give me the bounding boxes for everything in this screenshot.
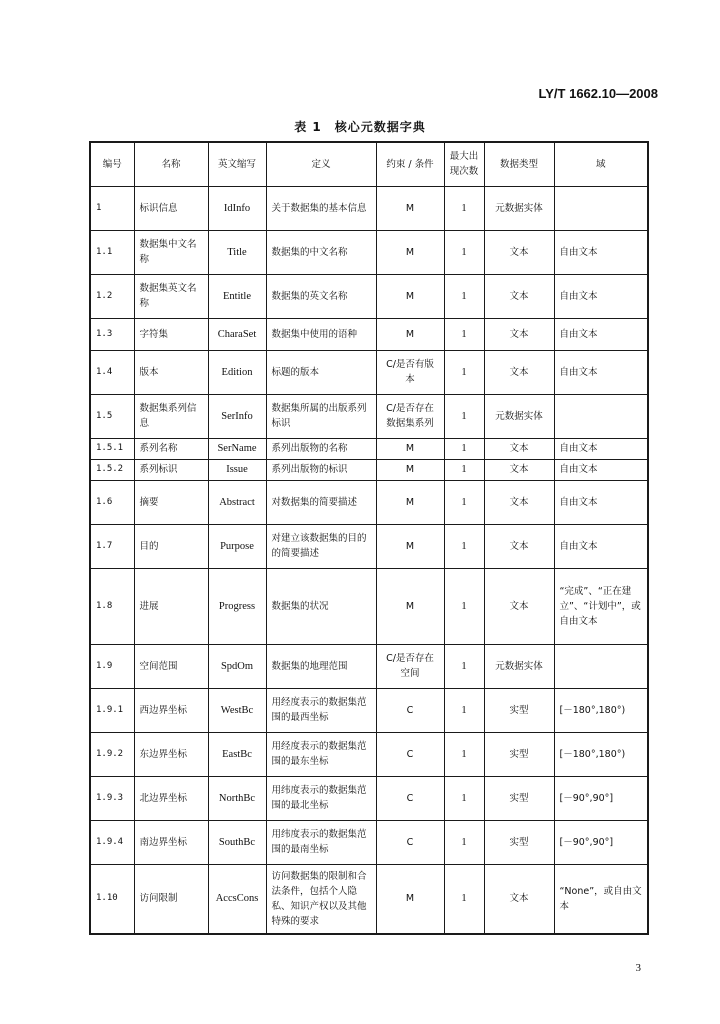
cell-abbr: Abstract [208,480,266,524]
cell-domain: [－180°,180°) [554,688,648,732]
cell-id: 1.1 [90,230,134,274]
cell-max: 1 [444,350,484,394]
cell-type: 文本 [484,480,554,524]
cell-type: 实型 [484,732,554,776]
cell-id: 1.5.1 [90,438,134,459]
cell-abbr: IdInfo [208,186,266,230]
column-header: 英文缩写 [208,142,266,186]
table-row [90,688,648,732]
cell-name: 南边界坐标 [134,820,208,864]
cell-abbr: EastBc [208,732,266,776]
cell-name: 北边界坐标 [134,776,208,820]
cell-constraint: M [376,480,444,524]
cell-definition: 标题的版本 [266,350,376,394]
cell-constraint: M [376,438,444,459]
table-row [90,732,648,776]
column-header: 最大出现次数 [444,142,484,186]
cell-domain [554,186,648,230]
cell-abbr: Purpose [208,524,266,568]
cell-constraint: C [376,820,444,864]
cell-constraint: M [376,230,444,274]
cell-max: 1 [444,776,484,820]
cell-max: 1 [444,318,484,350]
cell-name: 数据集中文名称 [134,230,208,274]
cell-name: 数据集英文名称 [134,274,208,318]
cell-constraint: M [376,318,444,350]
table-row [90,820,648,864]
table-row [90,438,648,459]
cell-id: 1.7 [90,524,134,568]
cell-id: 1.9.3 [90,776,134,820]
cell-abbr: SerInfo [208,394,266,438]
cell-id: 1.9.1 [90,688,134,732]
cell-constraint: C/是否有版本 [376,350,444,394]
column-header: 数据类型 [484,142,554,186]
cell-type: 文本 [484,350,554,394]
cell-max: 1 [444,524,484,568]
cell-max: 1 [444,459,484,480]
cell-definition: 数据集的地理范围 [266,644,376,688]
cell-domain: 自由文本 [554,230,648,274]
cell-domain: 自由文本 [554,459,648,480]
cell-definition: 访问数据集的限制和合法条件，包括个人隐私、知识产权以及其他特殊的要求 [266,864,376,934]
table-row [90,568,648,644]
cell-name: 字符集 [134,318,208,350]
cell-name: 数据集系列信息 [134,394,208,438]
cell-definition: 关于数据集的基本信息 [266,186,376,230]
cell-max: 1 [444,480,484,524]
cell-name: 东边界坐标 [134,732,208,776]
cell-constraint: C [376,732,444,776]
cell-definition: 用纬度表示的数据集范围的最南坐标 [266,820,376,864]
cell-definition: 数据集中使用的语种 [266,318,376,350]
cell-definition: 用经度表示的数据集范围的最西坐标 [266,688,376,732]
table-row [90,864,648,934]
cell-type: 文本 [484,318,554,350]
cell-definition: 数据集所属的出版系列标识 [266,394,376,438]
cell-type: 实型 [484,776,554,820]
cell-name: 空间范围 [134,644,208,688]
cell-type: 文本 [484,274,554,318]
table-row [90,776,648,820]
cell-abbr: SpdOm [208,644,266,688]
cell-max: 1 [444,820,484,864]
cell-type: 文本 [484,864,554,934]
cell-abbr: NorthBc [208,776,266,820]
cell-max: 1 [444,732,484,776]
column-header: 约束 / 条件 [376,142,444,186]
cell-constraint: M [376,524,444,568]
cell-max: 1 [444,438,484,459]
cell-constraint: M [376,274,444,318]
cell-abbr: CharaSet [208,318,266,350]
cell-domain: 自由文本 [554,480,648,524]
cell-max: 1 [444,186,484,230]
cell-constraint: M [376,864,444,934]
cell-definition: 用经度表示的数据集范围的最东坐标 [266,732,376,776]
cell-id: 1.9.4 [90,820,134,864]
cell-definition: 系列出版物的标识 [266,459,376,480]
cell-definition: 用纬度表示的数据集范围的最北坐标 [266,776,376,820]
cell-id: 1.5 [90,394,134,438]
cell-type: 文本 [484,568,554,644]
cell-id: 1 [90,186,134,230]
cell-type: 文本 [484,524,554,568]
cell-constraint: C [376,688,444,732]
cell-name: 标识信息 [134,186,208,230]
cell-id: 1.3 [90,318,134,350]
cell-type: 实型 [484,688,554,732]
column-header: 域 [554,142,648,186]
column-header: 编号 [90,142,134,186]
cell-name: 摘要 [134,480,208,524]
cell-domain: 自由文本 [554,438,648,459]
cell-domain [554,644,648,688]
cell-domain: 自由文本 [554,524,648,568]
cell-definition: 数据集的英文名称 [266,274,376,318]
cell-id: 1.9 [90,644,134,688]
table-row [90,480,648,524]
cell-abbr: Entitle [208,274,266,318]
cell-id: 1.5.2 [90,459,134,480]
cell-abbr: AccsCons [208,864,266,934]
table-row [90,459,648,480]
cell-abbr: Title [208,230,266,274]
cell-max: 1 [444,230,484,274]
cell-name: 系列名称 [134,438,208,459]
cell-constraint: M [376,568,444,644]
cell-definition: 数据集的状况 [266,568,376,644]
cell-max: 1 [444,644,484,688]
cell-constraint: C/是否存在数据集系列 [376,394,444,438]
cell-name: 进展 [134,568,208,644]
cell-id: 1.9.2 [90,732,134,776]
cell-domain: “None”，或自由文本 [554,864,648,934]
table-row [90,524,648,568]
cell-id: 1.4 [90,350,134,394]
cell-abbr: Edition [208,350,266,394]
column-header: 定义 [266,142,376,186]
cell-abbr: WestBc [208,688,266,732]
cell-max: 1 [444,394,484,438]
cell-name: 系列标识 [134,459,208,480]
standard-code: LY/T 1662.10—2008 [538,86,658,101]
cell-definition: 系列出版物的名称 [266,438,376,459]
cell-abbr: Progress [208,568,266,644]
cell-id: 1.10 [90,864,134,934]
column-header: 名称 [134,142,208,186]
table-row [90,186,648,230]
cell-type: 文本 [484,230,554,274]
cell-name: 版本 [134,350,208,394]
cell-max: 1 [444,568,484,644]
cell-constraint: M [376,459,444,480]
cell-domain: “完成”、“正在建立”、“计划中”，或自由文本 [554,568,648,644]
cell-max: 1 [444,274,484,318]
table-row [90,394,648,438]
table-row [90,318,648,350]
cell-name: 目的 [134,524,208,568]
cell-domain: 自由文本 [554,274,648,318]
cell-domain: 自由文本 [554,318,648,350]
cell-constraint: C [376,776,444,820]
cell-max: 1 [444,864,484,934]
cell-domain: 自由文本 [554,350,648,394]
cell-domain [554,394,648,438]
cell-id: 1.6 [90,480,134,524]
table-row [90,230,648,274]
cell-constraint: C/是否存在空间 [376,644,444,688]
cell-abbr: SouthBc [208,820,266,864]
cell-type: 实型 [484,820,554,864]
table-row [90,274,648,318]
cell-max: 1 [444,688,484,732]
table-row [90,644,648,688]
page-number: 3 [635,962,641,974]
cell-id: 1.8 [90,568,134,644]
metadata-dictionary-table [89,141,649,935]
cell-domain: [－180°,180°) [554,732,648,776]
cell-definition: 对建立该数据集的目的的简要描述 [266,524,376,568]
cell-domain: [－90°,90°] [554,820,648,864]
cell-constraint: M [376,186,444,230]
cell-type: 元数据实体 [484,644,554,688]
cell-abbr: SerName [208,438,266,459]
cell-type: 文本 [484,438,554,459]
cell-definition: 数据集的中文名称 [266,230,376,274]
cell-name: 西边界坐标 [134,688,208,732]
table-row [90,350,648,394]
cell-type: 元数据实体 [484,394,554,438]
table-caption: 表 1 核心元数据字典 [294,120,426,134]
cell-type: 文本 [484,459,554,480]
cell-name: 访问限制 [134,864,208,934]
cell-definition: 对数据集的简要描述 [266,480,376,524]
cell-abbr: Issue [208,459,266,480]
cell-type: 元数据实体 [484,186,554,230]
table-header-row [90,142,648,186]
cell-id: 1.2 [90,274,134,318]
cell-domain: [－90°,90°] [554,776,648,820]
